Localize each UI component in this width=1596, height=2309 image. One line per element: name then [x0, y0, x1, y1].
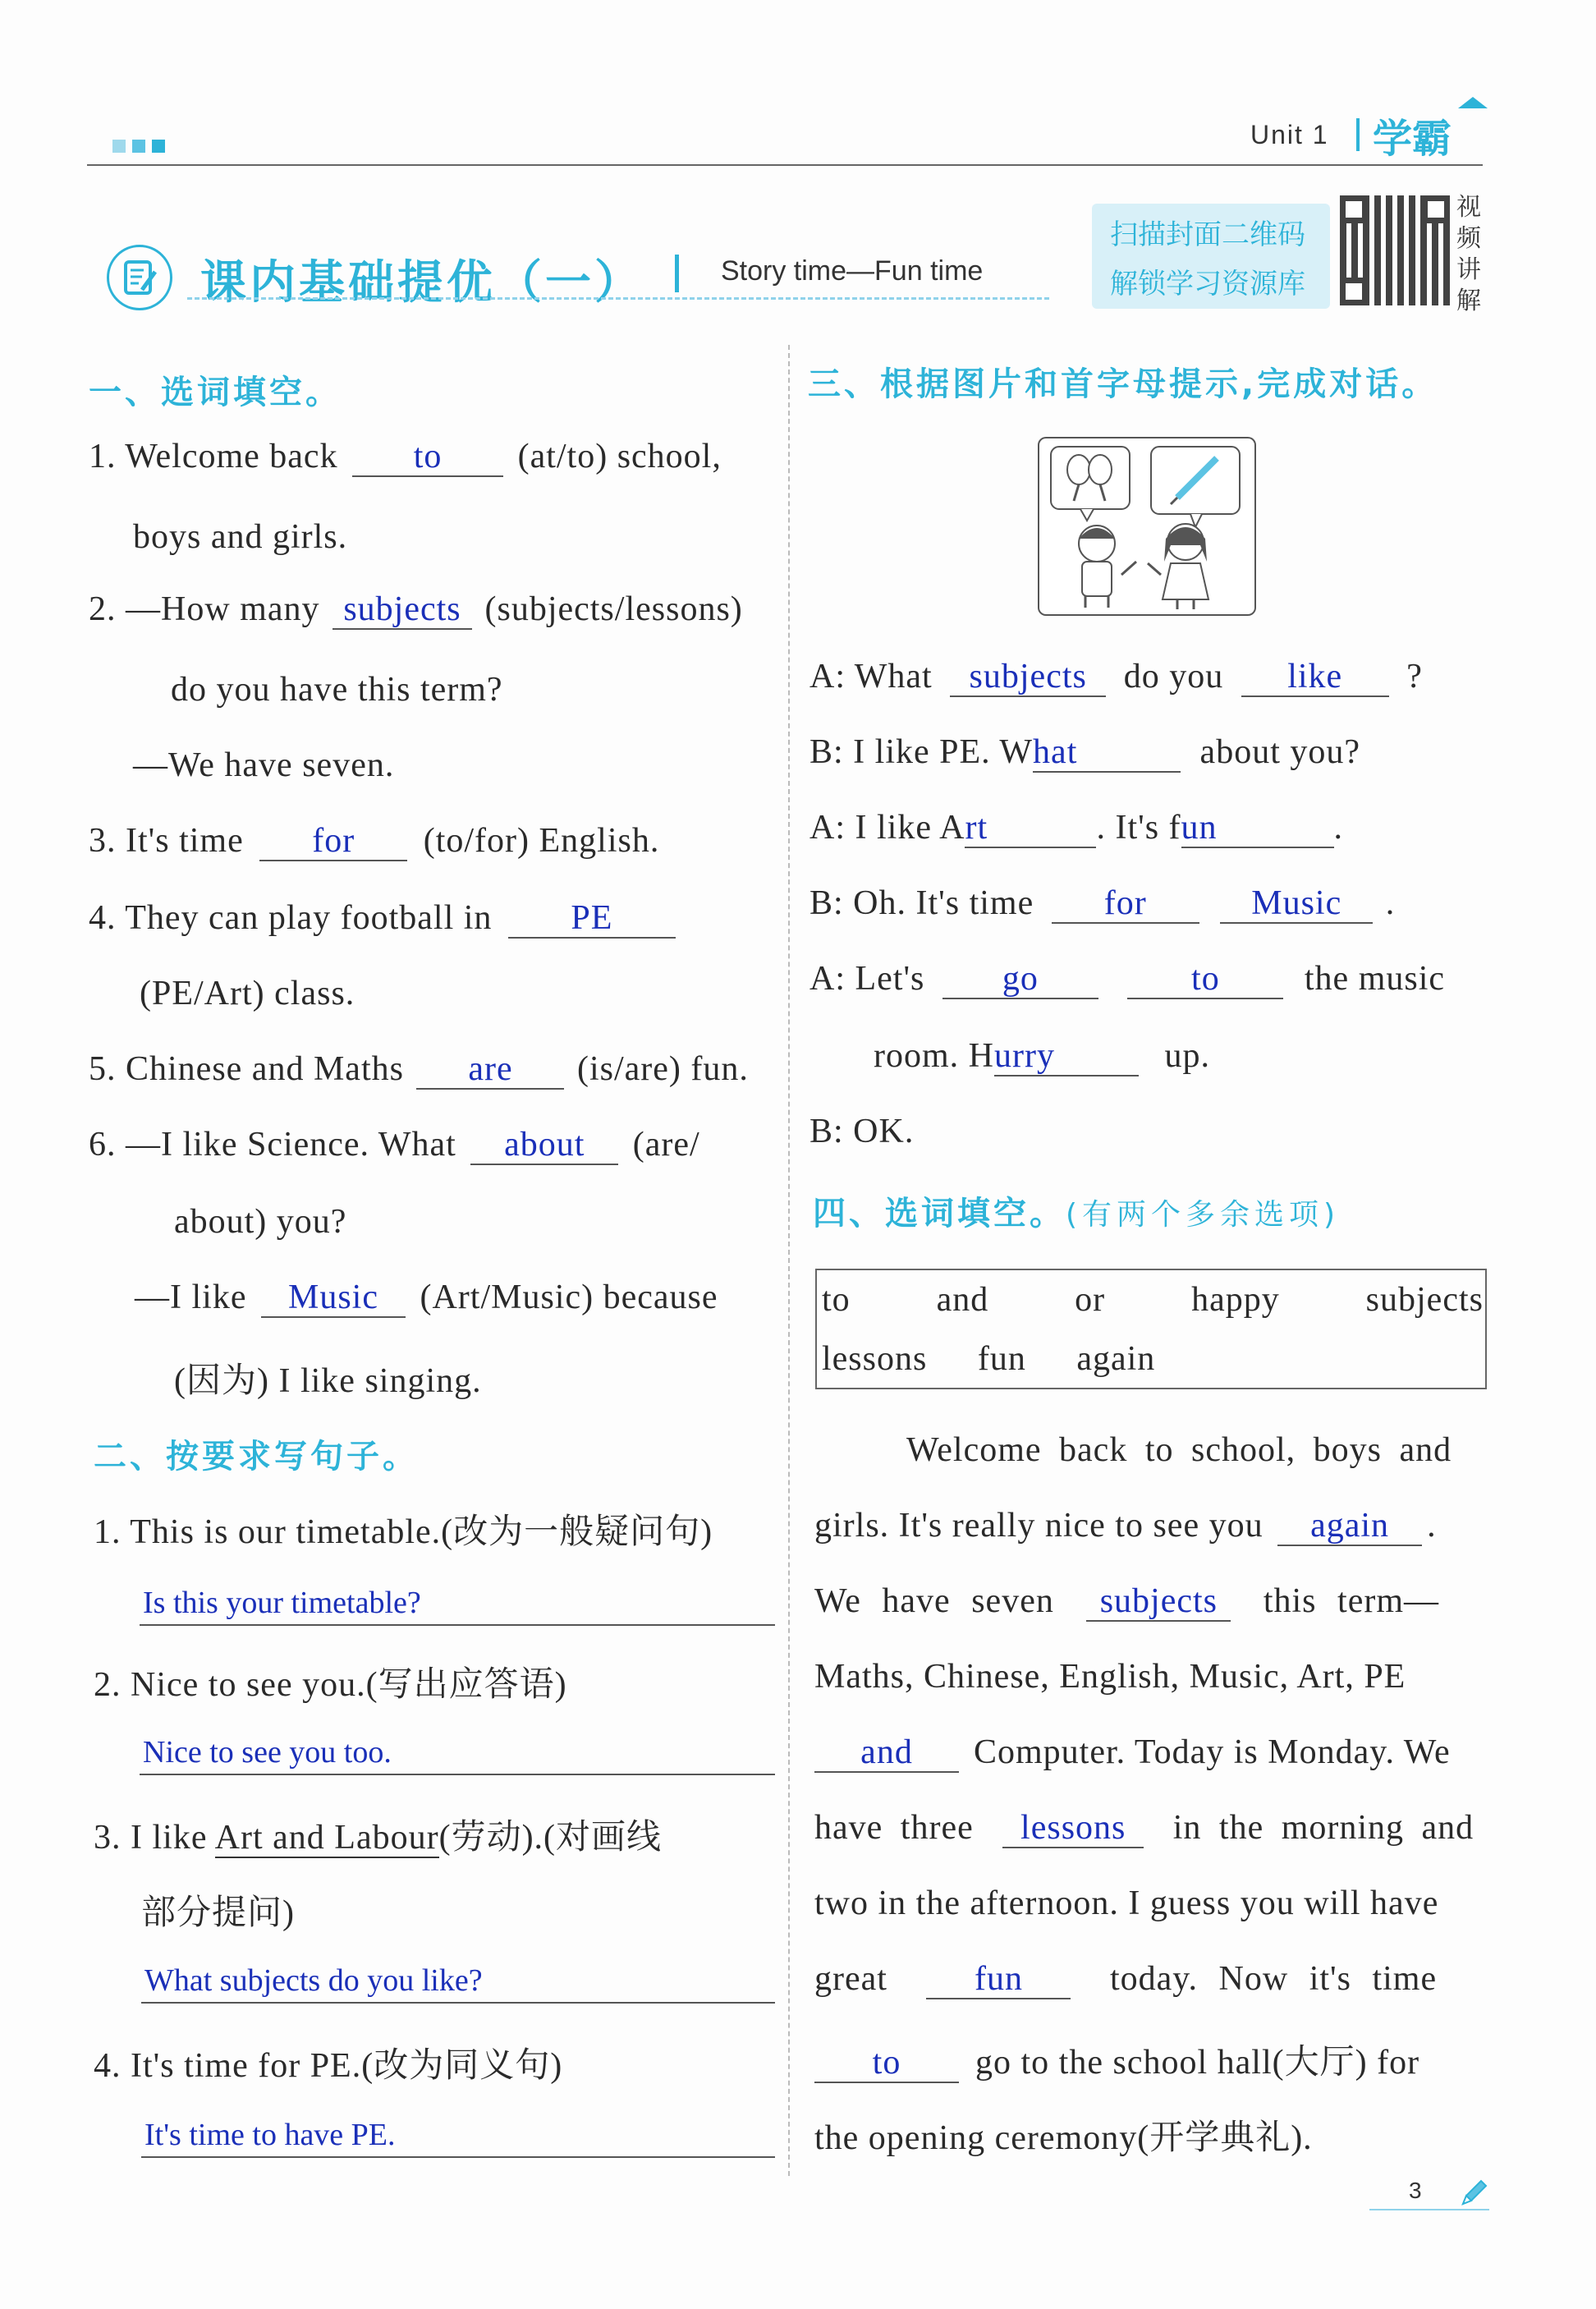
s1-q3-answer[interactable]: for	[259, 822, 407, 861]
s3-l3-answer2[interactable]: un	[1181, 809, 1334, 848]
s1-q4: 4. They can play football in PE	[89, 898, 682, 939]
s2-a2: Nice to see you too.	[143, 1735, 392, 1770]
header-rule	[87, 164, 1483, 166]
s2-a3-line[interactable]	[141, 1961, 775, 2004]
s1-q6-answer[interactable]: about	[470, 1126, 618, 1165]
s2-q3-cont: 部分提问)	[141, 1894, 295, 1932]
s1-q6-reason: (因为) I like singing.	[174, 1362, 482, 1400]
s4-p5: and Computer. Today is Monday. We	[814, 1733, 1451, 1773]
s4-p8-answer[interactable]: fun	[926, 1960, 1071, 1999]
s3-line1: A: What subjects do you like ?	[809, 658, 1423, 695]
banner-dashed-line	[187, 297, 1049, 300]
s3-l3-answer1[interactable]: rt	[965, 809, 1096, 848]
s4-p9-answer[interactable]: to	[814, 2044, 959, 2083]
s2-q2: 2. Nice to see you.(写出应答语)	[94, 1666, 567, 1704]
s2-a2-line[interactable]	[140, 1733, 775, 1775]
brand-cap-icon	[1458, 97, 1488, 108]
s4-p5-answer[interactable]: and	[814, 1733, 959, 1773]
page-number: 3	[1409, 2178, 1422, 2203]
s1-q6: 6. —I like Science. What about (are/	[89, 1126, 700, 1164]
s1-q2-answer[interactable]: subjects	[332, 590, 472, 630]
section-3-title: 三、根据图片和首字母提示,完成对话。	[808, 365, 1438, 403]
s3-l5-answer2[interactable]: to	[1127, 960, 1283, 999]
brand-logo: 学霸	[1373, 116, 1452, 162]
s4-p2-answer[interactable]: again	[1277, 1507, 1422, 1546]
word-bank-row2: lessons fun again	[822, 1340, 1156, 1378]
s4-p8: great fun today. Now it's time	[814, 1960, 1438, 1998]
s1-q1-cont: boys and girls.	[133, 518, 348, 556]
s4-p4: Maths, Chinese, English, Music, Art, PE	[814, 1658, 1406, 1696]
s2-q3-underlined: Art and Labour	[214, 1819, 439, 1857]
pencil-icon	[1458, 2176, 1491, 2213]
s4-p2: girls. It's really nice to see you again .	[814, 1507, 1437, 1545]
s3-l1-answer1[interactable]: subjects	[950, 658, 1106, 697]
s2-a4-line[interactable]	[141, 2115, 775, 2158]
s1-q4-answer[interactable]: PE	[508, 899, 676, 939]
s4-p6-answer[interactable]: lessons	[1002, 1809, 1144, 1848]
s1-q4-cont: (PE/Art) class.	[140, 975, 355, 1012]
section-4-note: (有两个多余选项)	[1066, 1198, 1341, 1232]
s2-a1: Is this your timetable?	[143, 1586, 421, 1620]
s2-q3: 3. I like Art and Labour(劳动).(对画线	[94, 1819, 663, 1857]
s3-line4: B: Oh. It's time for Music .	[809, 884, 1396, 922]
dialogue-illustration	[1038, 437, 1256, 616]
pencil-note-icon	[107, 245, 172, 310]
s4-p7: two in the afternoon. I guess you will have	[814, 1884, 1439, 1922]
s1-q2-reply: —We have seven.	[133, 746, 395, 784]
s3-line2: B: I like PE. What about you?	[809, 733, 1360, 771]
s1-q5: 5. Chinese and Maths are (is/are) fun.	[89, 1050, 749, 1088]
s1-q3: 3. It's time for (to/for) English.	[89, 822, 660, 860]
s4-p9: to go to the school hall(大厅) for	[814, 2035, 1419, 2084]
s3-line5: A: Let's go to the music	[809, 960, 1446, 998]
s4-p3: We have seven subjects this term—	[814, 1582, 1439, 1620]
s2-q1: 1. This is our timetable.(改为一般疑问句)	[94, 1513, 713, 1551]
qr-code[interactable]	[1340, 195, 1450, 305]
section-4-title: 四、选词填空。(有两个多余选项)	[813, 1195, 1341, 1233]
section-1-title: 一、选词填空。	[89, 374, 342, 411]
s1-q2-cont: do you have this term?	[171, 671, 503, 709]
s2-a1-line[interactable]	[140, 1583, 775, 1626]
banner-title: 课内基础提优（一）	[200, 256, 644, 310]
s3-l4-answer2[interactable]: Music	[1220, 884, 1373, 924]
unit-label: Unit 1	[1250, 120, 1329, 149]
s4-p3-answer[interactable]: subjects	[1086, 1582, 1231, 1622]
s1-q1-answer[interactable]: to	[352, 438, 503, 477]
s2-q4: 4. It's time for PE.(改为同义句)	[94, 2047, 563, 2085]
s1-q5-answer[interactable]: are	[416, 1050, 564, 1090]
s3-l2-answer[interactable]: hat	[1033, 733, 1181, 773]
word-bank-row1: to and or happy subjects	[822, 1281, 1484, 1319]
s1-q6-answer-2[interactable]: Music	[261, 1278, 406, 1318]
s3-l4-answer1[interactable]: for	[1052, 884, 1199, 924]
section-2-title: 二、按要求写句子。	[94, 1438, 419, 1476]
s4-p10: the opening ceremony(开学典礼).	[814, 2119, 1313, 2157]
qr-side-label: 视 频 讲 解	[1456, 193, 1481, 315]
qr-prompt-line1: 扫描封面二维码	[1110, 218, 1305, 251]
s1-q1: 1. Welcome back to (at/to) school,	[89, 438, 722, 475]
s3-line7: B: OK.	[809, 1113, 915, 1150]
s3-line3: A: I like Art . It's fun .	[809, 809, 1344, 847]
s2-a4: It's time to have PE.	[144, 2118, 396, 2152]
s3-l5-answer1[interactable]: go	[942, 960, 1098, 999]
s1-q6-reply: —I like Music (Art/Music) because	[135, 1278, 718, 1316]
banner-divider	[675, 255, 679, 292]
s1-q6-cont: about) you?	[174, 1203, 347, 1241]
s4-p6: have three lessons in the morning and	[814, 1809, 1474, 1847]
s3-l1-answer2[interactable]: like	[1241, 658, 1389, 697]
qr-prompt-line2: 解锁学习资源库	[1110, 268, 1305, 301]
header-divider-bar	[1356, 118, 1360, 151]
s3-line6: room. Hurry up.	[874, 1037, 1210, 1075]
s1-q2: 2. —How many subjects (subjects/lessons)	[89, 590, 743, 628]
word-bank	[815, 1269, 1487, 1389]
s3-l6-answer[interactable]: urry	[994, 1037, 1139, 1076]
s4-p1: Welcome back to school, boys and	[906, 1431, 1452, 1469]
banner-subtitle: Story time—Fun time	[721, 255, 984, 287]
s2-a3: What subjects do you like?	[144, 1963, 483, 1998]
column-divider	[788, 345, 790, 2176]
